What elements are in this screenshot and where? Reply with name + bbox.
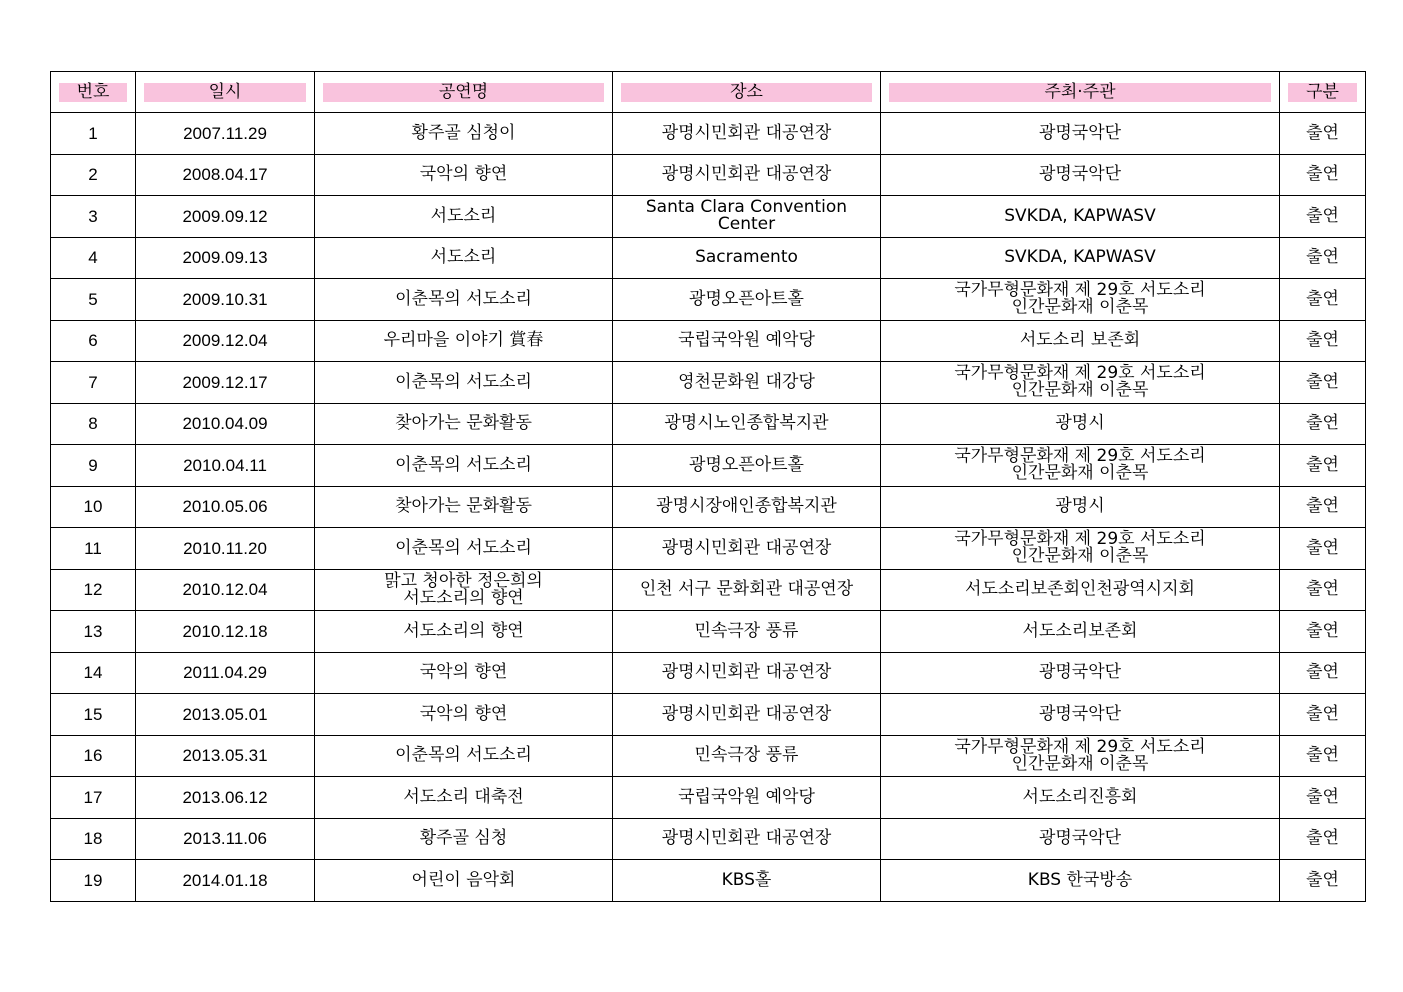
header-title-label: 공연명 xyxy=(323,83,604,102)
cell-host-line: 서도소리 보존회 xyxy=(1019,330,1141,351)
table-row xyxy=(51,652,1366,694)
cell-title-line: 황주골 심청이 xyxy=(411,122,516,143)
header-number-label: 번호 xyxy=(59,83,127,102)
cell-title xyxy=(315,113,613,155)
cell-host-line: 인간문화재 이춘목 xyxy=(1011,753,1149,774)
cell-title-line: 맑고 청아한 정은희의 xyxy=(384,570,543,591)
cell-title-line: 국악의 향연 xyxy=(419,703,508,724)
cell-host xyxy=(881,320,1280,362)
table-row xyxy=(51,237,1366,279)
cell-host xyxy=(881,860,1280,902)
cell-host-line: SVKDA, KAPWASV xyxy=(1004,205,1156,226)
cell-date: 2013.05.01 xyxy=(136,694,315,736)
cell-title xyxy=(315,777,613,819)
cell-type: 출연 xyxy=(1280,694,1366,736)
cell-title xyxy=(315,403,613,445)
cell-title-line: 서도소리 xyxy=(430,205,497,226)
cell-venue xyxy=(613,113,881,155)
cell-host-line: SVKDA, KAPWASV xyxy=(1004,247,1156,268)
header-date xyxy=(136,72,315,113)
cell-host-line: 광명국악단 xyxy=(1038,703,1122,724)
table-body xyxy=(51,113,1366,902)
cell-title-line: 황주골 심청 xyxy=(419,828,508,849)
cell-date: 2009.10.31 xyxy=(136,279,315,321)
cell-host xyxy=(881,196,1280,238)
cell-host xyxy=(881,611,1280,653)
header-title xyxy=(315,72,613,113)
header-date-label: 일시 xyxy=(144,83,306,102)
cell-type: 출연 xyxy=(1280,154,1366,196)
cell-number: 6 xyxy=(51,320,136,362)
cell-venue xyxy=(613,320,881,362)
cell-date: 2009.12.04 xyxy=(136,320,315,362)
table-row xyxy=(51,154,1366,196)
cell-type: 출연 xyxy=(1280,860,1366,902)
header-venue-label: 장소 xyxy=(621,83,872,102)
cell-type: 출연 xyxy=(1280,237,1366,279)
cell-title xyxy=(315,735,613,777)
cell-date: 2010.05.06 xyxy=(136,486,315,528)
cell-date: 2009.09.13 xyxy=(136,237,315,279)
cell-venue xyxy=(613,528,881,570)
table-row xyxy=(51,113,1366,155)
table-row xyxy=(51,403,1366,445)
cell-venue-line: 국립국악원 예악당 xyxy=(678,330,815,351)
cell-venue-line: 광명시민회관 대공연장 xyxy=(661,122,832,143)
cell-venue-line: 광명시민회관 대공연장 xyxy=(661,164,832,185)
cell-title-line: 찾아가는 문화활동 xyxy=(395,413,532,434)
cell-date: 2009.09.12 xyxy=(136,196,315,238)
cell-date: 2010.12.18 xyxy=(136,611,315,653)
table-row xyxy=(51,694,1366,736)
cell-venue-line: 국립국악원 예악당 xyxy=(678,786,815,807)
cell-title xyxy=(315,652,613,694)
cell-host-line: 광명국악단 xyxy=(1038,828,1122,849)
cell-title-line: 이춘목의 서도소리 xyxy=(395,371,532,392)
cell-number: 12 xyxy=(51,569,136,611)
table-row xyxy=(51,528,1366,570)
cell-number: 4 xyxy=(51,237,136,279)
cell-title xyxy=(315,818,613,860)
cell-date: 2013.06.12 xyxy=(136,777,315,819)
cell-host xyxy=(881,652,1280,694)
cell-venue xyxy=(613,196,881,238)
cell-host-line: 서도소리진흥회 xyxy=(1022,786,1138,807)
cell-venue-line: Center xyxy=(717,214,776,235)
cell-title-line: 이춘목의 서도소리 xyxy=(395,288,532,309)
cell-title xyxy=(315,362,613,404)
cell-venue-line: 광명시민회관 대공연장 xyxy=(661,828,832,849)
cell-host-line: KBS 한국방송 xyxy=(1027,869,1133,890)
table-row xyxy=(51,735,1366,777)
cell-number: 1 xyxy=(51,113,136,155)
cell-venue xyxy=(613,362,881,404)
cell-venue xyxy=(613,611,881,653)
table-row xyxy=(51,569,1366,611)
cell-title-line: 국악의 향연 xyxy=(419,662,508,683)
table-row xyxy=(51,860,1366,902)
cell-venue-line: KBS홀 xyxy=(721,869,772,890)
cell-host-line: 인간문화재 이춘목 xyxy=(1011,380,1149,401)
header-number xyxy=(51,72,136,113)
cell-host-line: 국가무형문화재 제 29호 서도소리 xyxy=(954,529,1206,550)
cell-host xyxy=(881,445,1280,487)
cell-number: 18 xyxy=(51,818,136,860)
cell-venue-line: 민속극장 풍류 xyxy=(694,745,799,766)
cell-venue-line: 인천 서구 문화회관 대공연장 xyxy=(639,579,854,600)
cell-host-line: 인간문화재 이춘목 xyxy=(1011,297,1149,318)
cell-host xyxy=(881,569,1280,611)
cell-number: 16 xyxy=(51,735,136,777)
cell-host-line: 광명국악단 xyxy=(1038,122,1122,143)
cell-date: 2007.11.29 xyxy=(136,113,315,155)
cell-venue xyxy=(613,735,881,777)
cell-type: 출연 xyxy=(1280,611,1366,653)
table-row xyxy=(51,486,1366,528)
cell-venue xyxy=(613,569,881,611)
cell-type: 출연 xyxy=(1280,320,1366,362)
cell-host-line: 서도소리보존회 xyxy=(1022,620,1138,641)
table-row xyxy=(51,320,1366,362)
cell-number: 14 xyxy=(51,652,136,694)
cell-title xyxy=(315,569,613,611)
cell-title-line: 우리마을 이야기 賞春 xyxy=(383,330,544,351)
cell-host xyxy=(881,777,1280,819)
cell-host-line: 광명국악단 xyxy=(1038,662,1122,683)
cell-venue-line: 광명오픈아트홀 xyxy=(689,288,804,309)
cell-type: 출연 xyxy=(1280,445,1366,487)
header-host xyxy=(881,72,1280,113)
cell-title-line: 서도소리의 향연 xyxy=(403,587,524,608)
cell-title xyxy=(315,860,613,902)
cell-date: 2010.04.09 xyxy=(136,403,315,445)
cell-title xyxy=(315,154,613,196)
cell-host xyxy=(881,694,1280,736)
header-venue xyxy=(613,72,881,113)
cell-date: 2010.04.11 xyxy=(136,445,315,487)
cell-title xyxy=(315,196,613,238)
table-row xyxy=(51,777,1366,819)
cell-venue-line: 광명오픈아트홀 xyxy=(689,454,804,475)
cell-number: 10 xyxy=(51,486,136,528)
cell-host-line: 광명시 xyxy=(1055,496,1105,517)
cell-title xyxy=(315,237,613,279)
cell-venue xyxy=(613,279,881,321)
cell-host xyxy=(881,237,1280,279)
cell-number: 9 xyxy=(51,445,136,487)
cell-number: 19 xyxy=(51,860,136,902)
cell-type: 출연 xyxy=(1280,818,1366,860)
cell-number: 11 xyxy=(51,528,136,570)
cell-type: 출연 xyxy=(1280,777,1366,819)
cell-host xyxy=(881,113,1280,155)
header-row xyxy=(51,72,1366,113)
table-row xyxy=(51,279,1366,321)
cell-title xyxy=(315,445,613,487)
cell-title xyxy=(315,694,613,736)
cell-type: 출연 xyxy=(1280,652,1366,694)
cell-host xyxy=(881,154,1280,196)
cell-host xyxy=(881,735,1280,777)
cell-number: 8 xyxy=(51,403,136,445)
cell-host-line: 인간문화재 이춘목 xyxy=(1011,463,1149,484)
cell-host xyxy=(881,818,1280,860)
cell-date: 2010.11.20 xyxy=(136,528,315,570)
cell-host xyxy=(881,528,1280,570)
cell-host-line: 국가무형문화재 제 29호 서도소리 xyxy=(954,736,1206,757)
cell-title xyxy=(315,320,613,362)
cell-venue-line: 광명시민회관 대공연장 xyxy=(661,662,832,683)
cell-title xyxy=(315,528,613,570)
cell-type: 출연 xyxy=(1280,113,1366,155)
cell-venue xyxy=(613,694,881,736)
cell-date: 2013.11.06 xyxy=(136,818,315,860)
cell-venue-line: 광명시민회관 대공연장 xyxy=(661,703,832,724)
cell-venue xyxy=(613,154,881,196)
header-type-label: 구분 xyxy=(1288,83,1357,102)
cell-venue xyxy=(613,777,881,819)
cell-venue xyxy=(613,403,881,445)
cell-host xyxy=(881,403,1280,445)
cell-number: 3 xyxy=(51,196,136,238)
cell-number: 13 xyxy=(51,611,136,653)
cell-title-line: 이춘목의 서도소리 xyxy=(395,537,532,558)
cell-host xyxy=(881,279,1280,321)
cell-venue-line: Sacramento xyxy=(695,247,798,268)
table-row xyxy=(51,196,1366,238)
cell-number: 15 xyxy=(51,694,136,736)
cell-title-line: 이춘목의 서도소리 xyxy=(395,454,532,475)
cell-host-line: 국가무형문화재 제 29호 서도소리 xyxy=(954,363,1206,384)
cell-type: 출연 xyxy=(1280,279,1366,321)
cell-venue xyxy=(613,652,881,694)
cell-host-line: 인간문화재 이춘목 xyxy=(1011,546,1149,567)
cell-number: 7 xyxy=(51,362,136,404)
table-row xyxy=(51,818,1366,860)
cell-venue xyxy=(613,237,881,279)
cell-date: 2010.12.04 xyxy=(136,569,315,611)
cell-title-line: 서도소리 대축전 xyxy=(403,786,524,807)
cell-host xyxy=(881,362,1280,404)
cell-venue-line: 광명시장애인종합복지관 xyxy=(656,496,837,517)
cell-venue-line: 영천문화원 대강당 xyxy=(678,371,815,392)
cell-title-line: 서도소리 xyxy=(430,247,497,268)
cell-host-line: 광명국악단 xyxy=(1038,164,1122,185)
cell-title xyxy=(315,279,613,321)
cell-title xyxy=(315,486,613,528)
cell-title-line: 서도소리의 향연 xyxy=(403,620,524,641)
cell-venue-line: 민속극장 풍류 xyxy=(694,620,799,641)
cell-venue xyxy=(613,445,881,487)
cell-venue xyxy=(613,860,881,902)
cell-host-line: 서도소리보존회인천광역시지회 xyxy=(965,579,1195,600)
performance-table xyxy=(50,71,1366,902)
cell-number: 2 xyxy=(51,154,136,196)
cell-number: 17 xyxy=(51,777,136,819)
cell-type: 출연 xyxy=(1280,486,1366,528)
cell-venue-line: Santa Clara Convention xyxy=(645,197,848,218)
cell-type: 출연 xyxy=(1280,196,1366,238)
header-type xyxy=(1280,72,1366,113)
cell-date: 2013.05.31 xyxy=(136,735,315,777)
cell-venue-line: 광명시민회관 대공연장 xyxy=(661,537,832,558)
cell-type: 출연 xyxy=(1280,528,1366,570)
cell-type: 출연 xyxy=(1280,569,1366,611)
cell-date: 2008.04.17 xyxy=(136,154,315,196)
cell-title-line: 국악의 향연 xyxy=(419,164,508,185)
cell-host-line: 국가무형문화재 제 29호 서도소리 xyxy=(954,280,1206,301)
cell-title-line: 이춘목의 서도소리 xyxy=(395,745,532,766)
table-row xyxy=(51,362,1366,404)
cell-title-line: 찾아가는 문화활동 xyxy=(395,496,532,517)
cell-type: 출연 xyxy=(1280,403,1366,445)
cell-type: 출연 xyxy=(1280,735,1366,777)
cell-type: 출연 xyxy=(1280,362,1366,404)
cell-date: 2011.04.29 xyxy=(136,652,315,694)
header-host-label: 주최·주관 xyxy=(889,83,1271,102)
table-row xyxy=(51,611,1366,653)
cell-host-line: 광명시 xyxy=(1055,413,1105,434)
cell-venue-line: 광명시노인종합복지관 xyxy=(664,413,829,434)
cell-date: 2009.12.17 xyxy=(136,362,315,404)
cell-number: 5 xyxy=(51,279,136,321)
table-row xyxy=(51,445,1366,487)
cell-venue xyxy=(613,486,881,528)
cell-venue xyxy=(613,818,881,860)
cell-host xyxy=(881,486,1280,528)
cell-title-line: 어린이 음악회 xyxy=(411,869,516,890)
cell-title xyxy=(315,611,613,653)
cell-host-line: 국가무형문화재 제 29호 서도소리 xyxy=(954,446,1206,467)
cell-date: 2014.01.18 xyxy=(136,860,315,902)
